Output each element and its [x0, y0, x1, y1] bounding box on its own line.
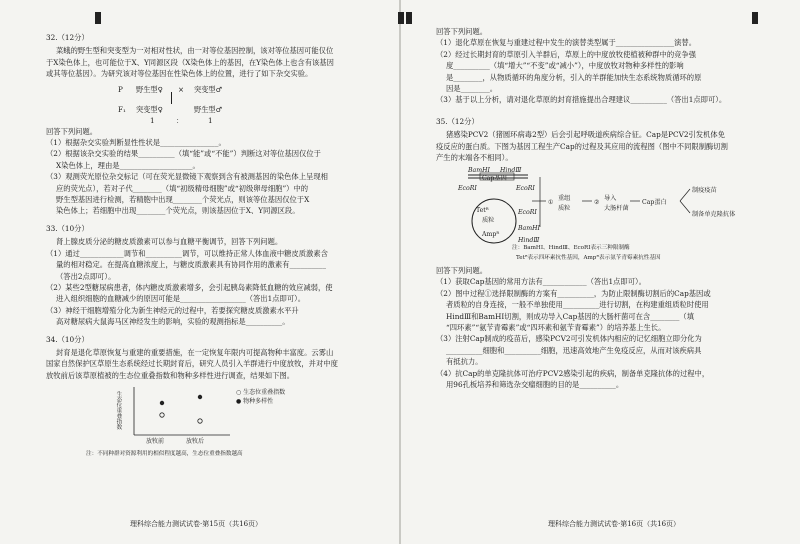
- question-35-line: HindⅢ和BamHⅠ切割，则成功导入Cap基因的大肠杆菌可在含________（填: [446, 311, 695, 321]
- registration-mark: [406, 12, 412, 24]
- step-2-label: 大肠杆菌: [604, 205, 629, 213]
- diagram-note-2: Tetᴿ表示四环素抗性基因，Ampᴿ表示氨苄青霉素抗性基因: [516, 255, 661, 262]
- question-35-line: 用96孔板培养和筛选杂交瘤细胞的目的是__________。: [446, 379, 624, 389]
- cross-f1-b: 野生型♂: [194, 104, 223, 114]
- question-35-line: 者质粒的自身连接，一般不单独使用__________进行切割，在构建重组质粒时使用: [446, 300, 709, 310]
- registration-mark: [752, 12, 758, 24]
- cross-f1-label: F₁: [118, 104, 126, 114]
- question-33-line: 高对糖尿病大鼠海马区神经发生的影响，实验的观测指标是__________。: [56, 317, 290, 327]
- label-tet: Tetᴿ: [476, 207, 489, 215]
- point-open-after: [198, 419, 202, 423]
- label-plasmid: 质粒: [482, 217, 495, 225]
- question-35-line: （1）获取Cap基因的常用方法有____________（答出1点即可）。: [436, 277, 646, 287]
- graph-x-label: 放牧前: [146, 438, 165, 446]
- question-32-line: （2）根据该杂交实验的结果__________（填“能”或“不能”）判断这对等位基因仅位于: [46, 149, 321, 159]
- question-34-intro: 封育是退化草原恢复与重建的重要措施，在一定恢复年限内可提高物种丰富度。云雾山: [56, 347, 334, 357]
- question-32-line: 野生型基因进行检测，若精胞中出现________个荧光点，则该等位基因仅位于X: [56, 195, 310, 205]
- question-35-intro: 产生的末端各不相同）。: [436, 153, 513, 163]
- question-34-continued: 因是________。: [446, 84, 498, 94]
- cross-p-male: 突变型♂: [194, 84, 223, 94]
- cross-ratio-a: 1: [150, 115, 155, 125]
- question-34-continued: （2）经过长期封育的草原引入羊群后，草原上的中度放牧使植被种群中的竞争强: [436, 49, 697, 59]
- question-34-continued: （1）退化草原在恢复与重建过程中发生的演替类型属于________________演替。: [436, 38, 697, 48]
- plasmid-hind: HindⅢ: [518, 237, 540, 245]
- left-page-footer: 理科综合能力测试试卷·第15页（共16页）: [130, 520, 263, 528]
- genetic-engineering-diagram: [436, 163, 791, 253]
- label-ecor-left: EcoRⅠ: [458, 185, 477, 193]
- question-33-line: 量的相对稳定。在提高血糖浓度上，与糖皮质激素具有协同作用的激素有__________: [56, 260, 326, 270]
- question-35-line: （2）图中过程①选择限制酶的方案有__________，为防止限制酶切割后的Cap基因或: [436, 288, 711, 298]
- cross-p-label: P: [118, 84, 123, 94]
- question-35-line: （4）抗Cap的单克隆抗体可治疗PCV2感染引起的疾病，制备单克隆抗体的过程中，: [436, 368, 710, 378]
- question-32-intro: 菜蛾的野生型和突变型为一对相对性状，由一对等位基因控制，该对等位基因可能仅位: [56, 46, 334, 56]
- graph-axes: [122, 385, 232, 441]
- question-33-intro: 肾上腺皮质分泌的糖皮质激素可以参与血糖平衡调节，回答下列问题。: [56, 237, 283, 247]
- question-34-continued: 是________，从物质循环的角度分析，引入的羊群能加快生态系统物质循环的原: [446, 72, 702, 82]
- label-hind: HindⅢ: [500, 167, 522, 175]
- label-bamh: BamHⅠ: [468, 167, 490, 175]
- graph-x-label: 放牧后: [186, 438, 205, 446]
- question-35-heading: 35.（12分）: [436, 116, 479, 126]
- product-cap-protein: Cap蛋白: [642, 199, 667, 207]
- niche-overlap-graph: [46, 381, 401, 449]
- question-32-intro: 或其等位基因）。为研究该对等位基因在性染色体上的位置，进行了如下杂交实验。: [46, 69, 313, 79]
- question-32-line: （1）根据杂交实验判断显性性状是________________。: [46, 138, 226, 148]
- question-32-line: 染色体上；若细胞中出现________个荧光点，则该基因位于X、Y同源区段。: [56, 206, 300, 216]
- right-page-footer: 理科综合能力测试试卷·第16页（共16页）: [548, 520, 681, 528]
- label-amp: Ampᴿ: [482, 231, 500, 239]
- question-33-heading: 33.（10分）: [46, 223, 89, 233]
- legend-filled: ● 物种多样性: [236, 398, 274, 406]
- question-32-line: 回答下列问题。: [46, 126, 98, 136]
- question-32-heading: 32.（12分）: [46, 33, 89, 42]
- question-32-line: 应的荧光点），若对子代________（填“初级精母细胞”或“初级卵母细胞”）中的: [56, 183, 309, 193]
- question-35-line: __________细胞和__________细胞，迅速高效地产生免疫反应，从而对该疾病具: [446, 345, 702, 355]
- point-filled-after: [198, 395, 202, 399]
- cross-p-female: 野生型♀: [136, 84, 163, 94]
- question-32-line: （3）观测荧光原位杂交标记（可在荧光显微镜下观察到含有被测基因的染色体上呈现相: [46, 172, 328, 182]
- question-34-intro: 放牧前后该草原植被的生态位重叠指数和物种多样性进行调查，结果如下图。: [46, 370, 295, 380]
- label-ecor-right: EcoRⅠ: [516, 185, 535, 193]
- point-filled-before: [160, 401, 164, 405]
- right-page: [436, 26, 791, 390]
- question-35-intro: 猪感染PCV2（猪圆环病毒2型）后会引起呼吸道疾病综合征。Cap是PCV2引发机体免: [446, 130, 725, 140]
- diagram-note-1: 注：BamHⅠ、HindⅢ、EcoRⅠ表示三种限制酶: [512, 245, 630, 252]
- legend-open: ○ 生态位重叠指数: [236, 389, 286, 397]
- question-33-line: （答出2点即可）。: [56, 271, 116, 281]
- question-32-intro: 于X染色体上，也可能位于X、Y同源区段（X染色体上的基因，在Y染色体上也含有该基因: [46, 57, 334, 67]
- question-32-line: X染色体上，理由是____________________。: [56, 160, 200, 170]
- cross-ratio-b: 1: [208, 115, 213, 125]
- plasmid-ecor: EcoRⅠ: [518, 209, 537, 217]
- point-open-before: [160, 413, 164, 417]
- step-1: ①: [548, 199, 554, 207]
- step-2-label: 导入: [604, 195, 617, 203]
- question-34-heading: 34.（10分）: [46, 334, 89, 344]
- question-34-continued: （3）基于以上分析，请对退化草原的封育措施提出合理建议__________（答出1点即可）。: [436, 95, 727, 105]
- graph-note: 注：不同种群对资源利用的相似程度越高，生态位重叠指数越高: [86, 451, 243, 458]
- step-1-label: 质粒: [558, 205, 571, 213]
- question-34-intro: 国家自然保护区草原生态系统经过长期封育后，研究人员引入羊群进行中度放牧，并对中度: [46, 359, 338, 369]
- question-35-line: 回答下列问题。: [436, 265, 488, 275]
- question-35-line: “四环素”“氨苄青霉素”或“四环素和氨苄青霉素”）的培养基上生长。: [446, 322, 666, 332]
- label-cap-gene: Cap基因: [482, 175, 507, 183]
- step-1-label: 重组: [558, 195, 571, 203]
- use-antibody: 制备单克隆抗体: [692, 211, 736, 219]
- question-33-line: （3）神经干细胞增殖分化为新生神经元的过程中，若要探究糖皮质激素水平升: [46, 305, 299, 315]
- cross-sign: ×: [178, 84, 185, 94]
- registration-mark: [398, 12, 404, 24]
- cross-diagram: [46, 80, 401, 126]
- question-33-line: 进入组织细胞的血糖减少的原因可能是__________________（答出1点即可）。: [56, 294, 306, 304]
- question-35-intro: 疫反应的蛋白质。下图为基因工程生产Cap的过程及其应用的流程图（图中不同限制酶切割: [436, 141, 728, 151]
- question-34-continued: 回答下列问题。: [436, 27, 488, 36]
- step-2: ②: [594, 199, 600, 207]
- question-35-line: （3）注射Cap制成的疫苗后，感染PCV2可引发机体内相应的记忆细胞立即分化为: [436, 334, 702, 344]
- graph-y-label: 生态位重叠指数: [115, 391, 122, 430]
- cross-ratio-sep: ：: [176, 115, 184, 125]
- question-35-line: 有抵抗力。: [446, 357, 483, 367]
- cross-arrow-line: [171, 92, 172, 104]
- cross-f1-a: 突变型♀: [136, 104, 163, 114]
- use-vaccine: 制疫疫苗: [692, 187, 717, 195]
- question-34-continued: 度__________（填“增大”“不变”或“减小”），中度放牧对物种多样性的影响: [446, 61, 684, 71]
- question-33-line: （1）通过____________调节和__________调节，可以维持正常人体血液中糖皮质激素含: [46, 248, 328, 258]
- registration-mark: [95, 12, 101, 24]
- plasmid-bamh: BamHⅠ: [518, 225, 540, 233]
- left-page: [46, 26, 401, 461]
- question-33-line: （2）某些2型糖尿病患者，体内糖皮质激素增多，会引起胰岛素降低血糖的效应减弱，使: [46, 282, 333, 292]
